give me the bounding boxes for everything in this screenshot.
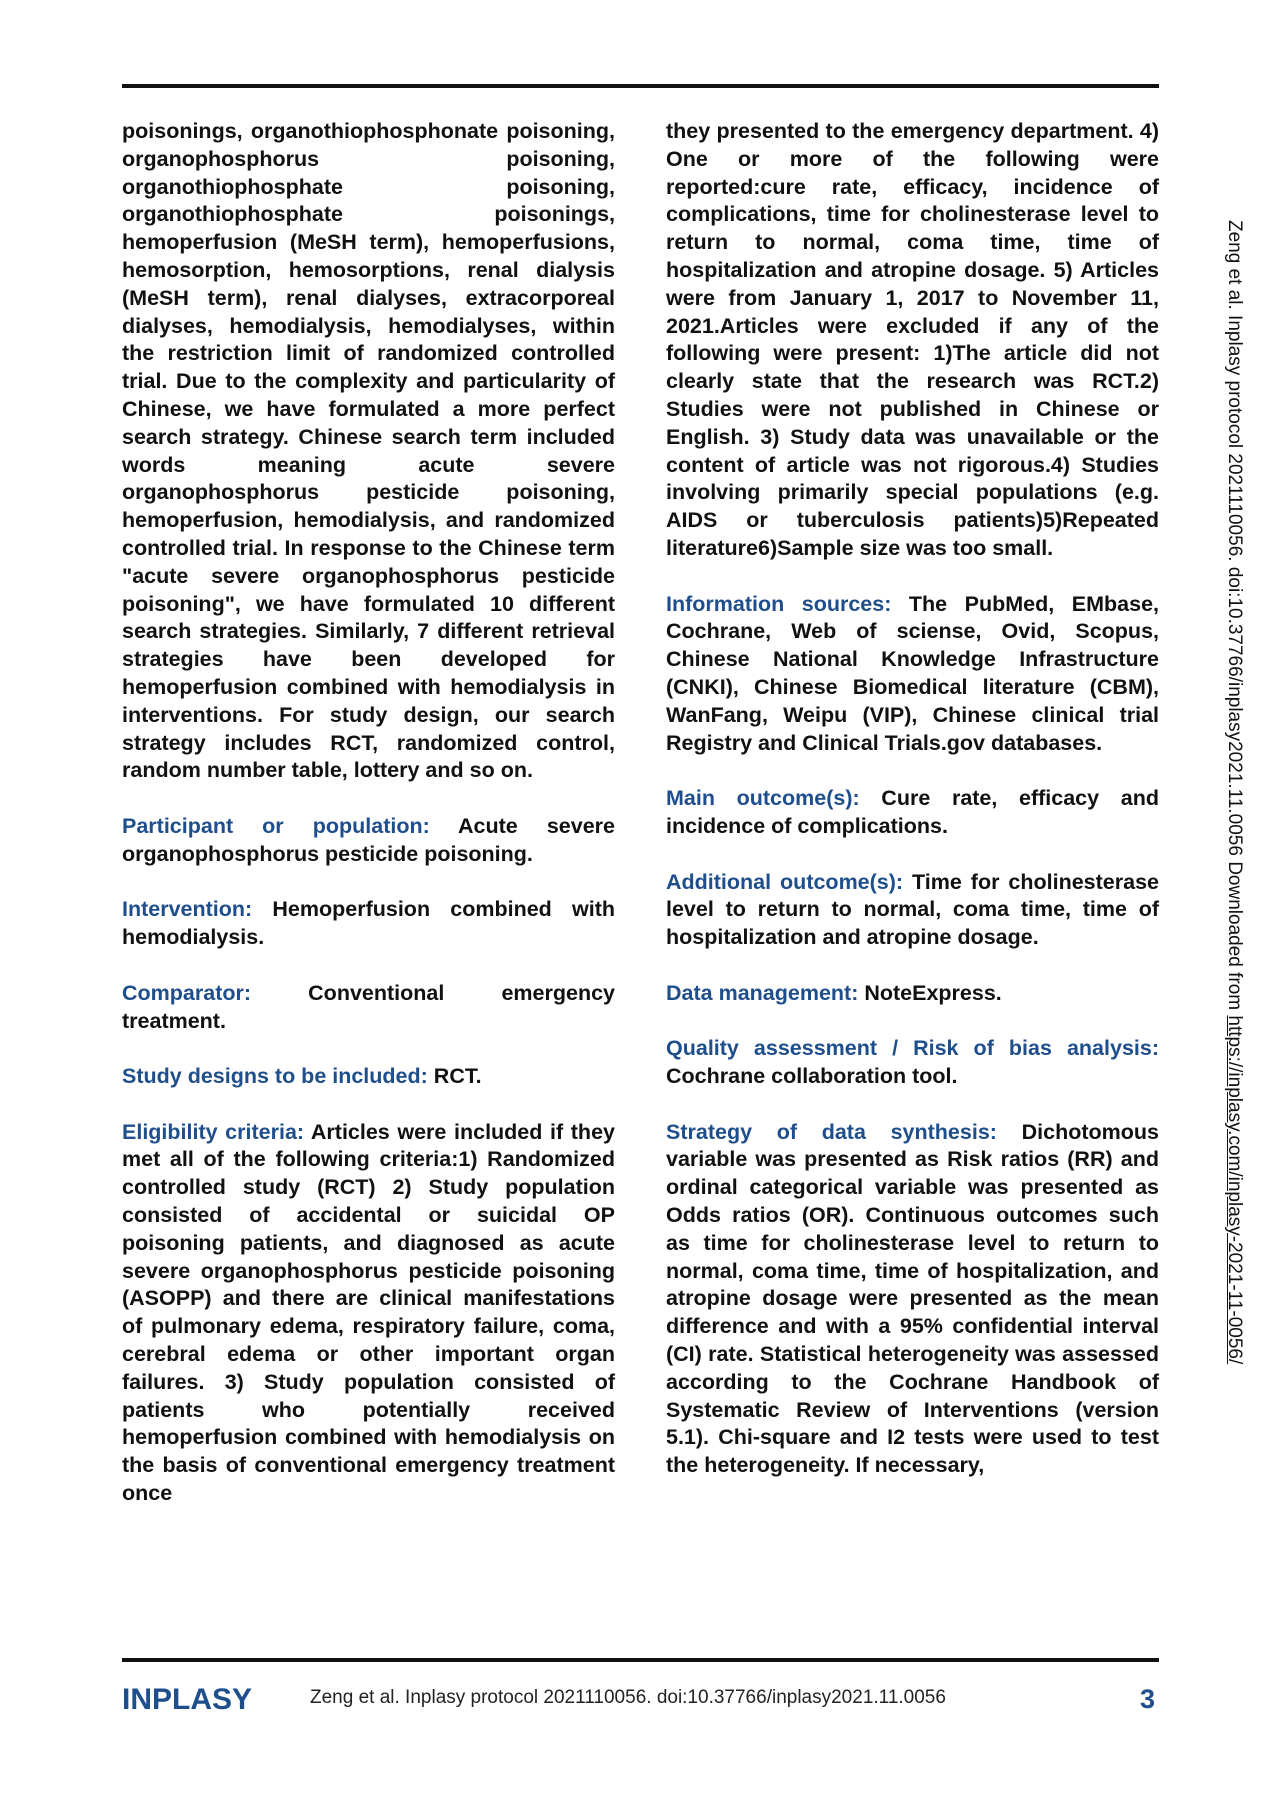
intervention-label: Intervention: [122,897,253,922]
top-rule [122,84,1159,88]
additional-outcomes-label: Additional outcome(s): [666,869,904,894]
eligibility-text: Articles were included if they met all of the following criteria:1) Randomized controlled study (RCT) 2) Study population consisted of accidental or suicidal OP poisoning patients, and diagnosed as acute severe organophosphorus pesticide poisoning (ASOPP) and there are clinical manifestations of pulmonary edema, respiratory failure, coma, cerebral edema or other important organ failures. 3) Study population consisted of patients who potentially received hemoperfusion combined with hemodialysis on the basis of conventional emergency treatment once [122,1119,615,1506]
participant-label: Participant or population: [122,813,430,838]
main-outcomes-section [666,785,1159,841]
quality-assessment-label: Quality assessment / Risk of bias analysis: [666,1036,1159,1061]
quality-assessment-section [666,1035,1159,1091]
participant-text: Acute severe organophosphorus pesticide poisoning. [122,813,615,866]
journal-logo: INPLASY [122,1683,253,1716]
data-synthesis-section [666,1119,1159,1480]
eligibility-continued: they presented to the emergency department. 4) One or more of the following were reported:cure rate, efficacy, incidence of complications, time for cholinesterase level to return to normal, coma time, time of hospitalization and atropine dosage. 5) Articles were from January 1, 2017 to November 11, 2021.Articles were excluded if any of the following were present: 1)The article did not clearly state that the research was RCT.2) Studies were not published in Chinese or English. 3) Study data was unavailable or the content of article was not rigorous.4) Studies involving primarily special populations (e.g. AIDS or tuberculosis patients)5)Repeated literature6)Sample size was too small. [666,119,1159,560]
bottom-rule [122,1658,1159,1662]
comparator-section [122,980,615,1036]
study-designs-label: Study designs to be included: [122,1064,428,1089]
main-outcomes-label: Main outcome(s): [666,786,860,811]
data-management-text: NoteExpress. [858,980,1002,1005]
data-synthesis-label: Strategy of data synthesis: [666,1119,997,1144]
information-sources-text: The PubMed, EMbase, Cochrane, Web of sciense, Ovid, Scopus, Chinese National Knowledge Infrastructure (CNKI), Chinese Biomedical literature (CBM), WanFang, Weipu (VIP), Chinese clinical trial Registry and Clinical Trials.gov databases. [666,591,1159,755]
participant-section [122,813,615,869]
search-strategy-continued: poisonings, organothiophosphonate poisoning, organophosphorus poisoning, organothiophosphate poisoning, organothiophosphate poisonings, hemoperfusion (MeSH term), hemoperfusions, hemosorption, hemosorptions, renal dialysis (MeSH term), renal dialyses, extracorporeal dialyses, hemodialysis, hemodialyses, within the restriction limit of randomized controlled trial. Due to the complexity and particularity of Chinese, we have formulated a more perfect search strategy. Chinese search term included words meaning acute severe organophosphorus pesticide poisoning, hemoperfusion, hemodialysis, and randomized controlled trial. In response to the Chinese term "acute severe organophosphorus pesticide poisoning", we have formulated 10 different search strategies. Similarly, 7 different retrieval strategies have been developed for hemoperfusion combined with hemodialysis in interventions. For study design, our search strategy includes RCT, randomized control, random number table, lottery and so on. [122,119,615,783]
additional-outcomes-section [666,869,1159,952]
intervention-section [122,896,615,952]
side-citation-text: Zeng et al. Inplasy protocol 2021110056. doi:10.37766/inplasy2021.11.0056 Downloaded from [1224,220,1245,1016]
page-number: 3 [1140,1684,1156,1714]
information-sources-section [666,591,1159,758]
comparator-text: Conventional emergency treatment. [122,980,615,1033]
data-synthesis-text: Dichotomous variable was presented as Risk ratios (RR) and ordinal categorical variable was presented as Odds ratios (OR). Continuous outcomes such as time for cholinesterase level to return to normal, coma time, time of hospitalization, and atropine dosage were presented as the mean difference and with a 95% confidential interval (CI) rate. Statistical heterogeneity was assessed according to the Cochrane Handbook of Systematic Review of Interventions (version 5.1). Chi-square and I2 tests were used to test the heterogeneity. If necessary, [666,1119,1159,1478]
main-outcomes-text: Cure rate, efficacy and incidence of complications. [666,786,1159,838]
side-citation-link[interactable]: https://inplasy.com/inplasy-2021-11-0056/ [1224,1015,1245,1365]
study-designs-section [122,1063,615,1091]
information-sources-label: Information sources: [666,591,892,616]
additional-outcomes-text: Time for cholinesterase level to return to normal, coma time, time of hospitalization and atropine dosage. [666,869,1159,950]
quality-assessment-text: Cochrane collaboration tool. [666,1064,958,1089]
eligibility-label: Eligibility criteria: [122,1119,305,1144]
data-management-label: Data management: [666,980,859,1005]
study-designs-text: RCT. [427,1064,482,1089]
side-citation [1223,220,1245,1364]
eligibility-section [122,1119,615,1508]
comparator-label: Comparator: [122,980,252,1005]
right-column [666,118,1159,1508]
data-management-section [666,980,1159,1008]
footer-citation: Zeng et al. Inplasy protocol 2021110056. doi:10.37766/inplasy2021.11.0056 [310,1687,946,1708]
left-column [122,118,615,1536]
intervention-text: Hemoperfusion combined with hemodialysis. [122,897,615,950]
